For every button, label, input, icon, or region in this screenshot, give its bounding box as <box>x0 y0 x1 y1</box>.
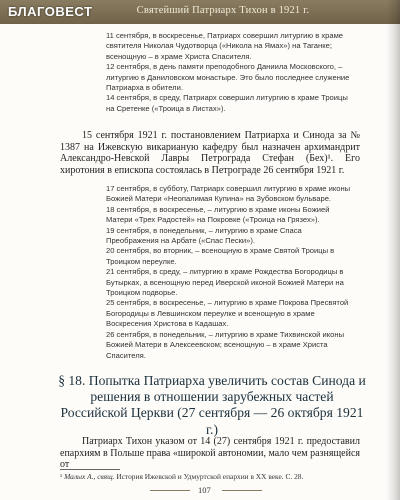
diary-entry: 14 сентября, в среду, Патриарх совершил литургию в храме Троицы на Сретенке («Троица в Листах»). <box>106 93 348 113</box>
diary-entry: 25 сентября, в воскресенье, – литургию в храме Покрова Пресвятой Богородицы в Левшинском переулке и всенощную в храме Воскресения Христова в Кадашах. <box>106 298 349 329</box>
body-paragraph-2 <box>60 436 360 471</box>
running-header-title: Святейший Патриарх Тихон в 1921 г. <box>136 5 310 16</box>
diary-entry: 19 сентября, в понедельник, – литургию в храме Спаса Преображения на Арбате («Спас Пески»). <box>106 225 302 246</box>
page-number-rule-left <box>150 490 190 491</box>
watermark-logo: БЛАГОВЕСТ <box>8 4 93 19</box>
diary-entry: 11 сентября, в воскресенье, Патриарх совершил литургию в храме святителя Николая Чудотворца («Никола на Ямах») на Таганке; всенощную – в храме Христа Спасителя. <box>106 31 344 61</box>
diary-entry: 17 сентября, в субботу, Патриарх совершил литургию в храме иконы Божией Матери «Неопалимая Купина» на Зубовском бульваре. <box>106 184 351 204</box>
footnote-text: История Ижевской и Удмуртской епархии в XX веке. С. 28. <box>116 472 304 481</box>
paragraph-text: 15 сентября 1921 г. постановлением Патриарха и Синода за № 1387 на Ижевскую викарианую кафедру был назначен архимандрит Александро-Невской Лавры Петрограда Стефан (Бех)¹. Его хиротония в епископа состоялась в Петрограде 26 сентября 1921 г. <box>60 130 360 176</box>
page-number: 107 <box>198 485 211 495</box>
diary-entries-1 <box>106 31 356 114</box>
page-fold-shadow <box>386 0 400 500</box>
footnote-mark: ¹ <box>60 472 63 481</box>
page-number-rule-right <box>222 490 262 491</box>
diary-entries-2 <box>106 184 356 361</box>
running-header <box>0 0 400 24</box>
footnote-author: Малых А., свящ. <box>64 472 115 481</box>
diary-entry: 26 сентября, в понедельник, – литургию в храме Тихвинской иконы Божией Матери в Алексеевском; всенощную – в храме Христа Спасителя. <box>106 329 345 360</box>
diary-entry: 21 сентября, в среду, – литургию в храме Рождества Богородицы в Бутырках, а всенощную перед Иверской иконой Божией Матери на Троицком подворье. <box>106 267 344 298</box>
paragraph-text: Патриарх Тихон указом от 14 (27) сентября 1921 г. предоставил епархиям в Польше права «широкой автономии, мало чем разнящейся от <box>60 436 360 471</box>
diary-entry: 20 сентября, во вторник, – всенощную в храме Святой Троицы в Троицком переулке. <box>106 246 335 266</box>
footnote <box>60 472 360 481</box>
body-paragraph-1 <box>60 130 360 176</box>
diary-entry: 12 сентября, в день памяти преподобного Даниила Московского, – литургию в Даниловском монастыре. Это было последнее служение Патриарха в обители. <box>106 62 350 93</box>
section-heading: § 18. Попытка Патриарха увеличить состав Синода и решения в отношении зарубежных частей Российской Церкви (27 сентября — 26 октября 1921 г.) <box>58 373 366 437</box>
diary-entry: 18 сентября, в воскресенье, – литургию в храме иконы Божией Матери «Трех Радостей» на Покровке («Троица на Грязех»). <box>106 204 330 225</box>
footnote-divider <box>60 469 120 470</box>
